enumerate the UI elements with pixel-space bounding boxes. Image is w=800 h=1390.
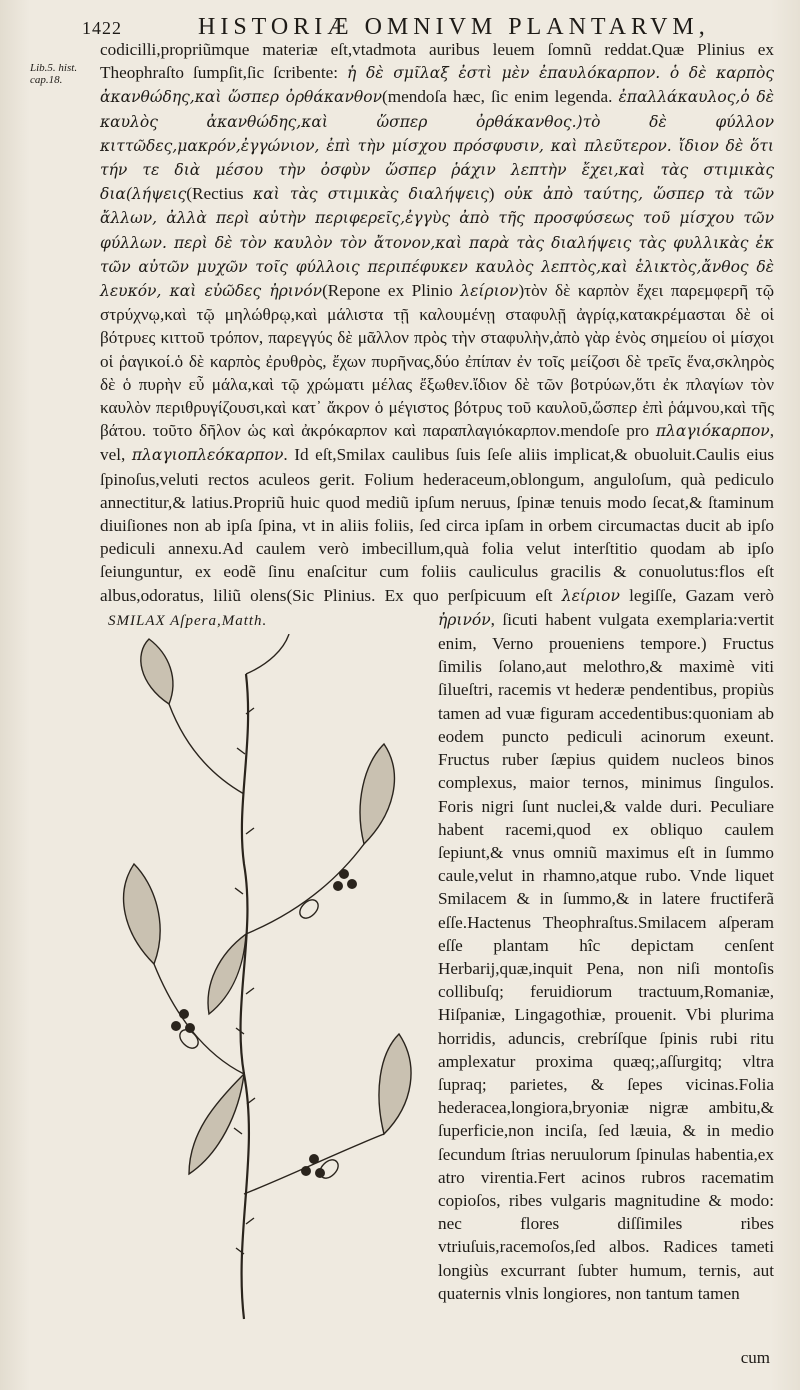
greek-text: ἐπαλλάκαυλος,ὁ δὲ καυλὸς ἀκανθώδης,καὶ ὥσπερ ὀρθάκανθος.)τὸ δὲ φύλλον κιττῶδες,μακρόν,ἐγγώνιον, ἐπὶ τὴν μίσχου πρόσφυσιν, καὶ πλεῦτερον. ἴδιον δὲ ὅτι τήν τε διὰ μέσου τὴν ὀσφὺν ὥσπερ ῥάχιν λεπτὴν ἔχει,καὶ τὰς στιμικὰς δια(λήψεις — [100, 88, 774, 204]
text-run: ) — [488, 184, 505, 204]
greek-text: ἠρινόν — [438, 610, 491, 629]
text-run: codicilli,propriũmque materiæ eſt,vtadmota auribus leuem ſomnũ reddat.Quæ Plinius ex Theophraſto ſumpſit,ſic ſcribente: — [100, 40, 774, 83]
figure-caption: SMILAX Aſpera,Matth. — [108, 612, 268, 629]
greek-text: καὶ τὰς στιμικὰς διαλήψεις — [253, 185, 489, 204]
margin-note-line: cap.18. — [30, 74, 63, 86]
text-run: (Rectius — [186, 184, 254, 204]
paragraph — [100, 38, 774, 1305]
running-title: HISTORIÆ OMNIVM PLANTARVM, — [198, 14, 710, 40]
greek-text: ἡ δὲ σμῖλαξ ἐστὶ μὲν ἐπαυλόκαρπον. ὁ δὲ καρπὸς ἀκανθώδης,καὶ ὥσπερ ὀρθάκανθον — [100, 64, 774, 107]
greek-text: λείριον — [561, 586, 620, 605]
body-text — [100, 38, 774, 1330]
margin-note-line: Lib.5. hist. — [30, 62, 78, 74]
smilax-plant-woodcut-icon — [94, 634, 424, 1324]
text-run: , vel, — [100, 421, 774, 465]
greek-text: λείριον — [460, 282, 519, 301]
text-run: , ſicuti habent vulgata exemplaria:vertit enim, Verno proueniens tempore.) Fructus ſimilis ſolano,aut melothro,& maximè viti ſilueſtri, racemis vt hederæ pendentibus, propiùs tamen ad vuæ figuram accedentibus:quoniam ab eodem puncto pediculi acinorum exeunt. Fructus ruber ſæpius quidem nucleos binos complexus, maior ternos, minimus ſingulos. Foris nigri ſunt nuclei,& valde duri. Peculiare habent racemi,quod ex obliquo caulem ſepiunt,& vnus omniũ maximus eſt in ſummo caule,velut in rhamno,atque rubo. Vnde liquet Smilacem & in ſummo,& in latere fructiferã eſſe.Hactenus Theophraſtus.Smilacem aſperam eſſe plantam hîc depictam cenſent Herbarij,quæ,inquit Pena, non niſi montoſis collibuſq; feruidiorum tractuum,Romaniæ, Hiſpaniæ, Lingagothiæ, prouenit. Vbi plurima horridis, aduncis, crebríſque ſpinis rubi ritu amplexatur proxima quæq;,aſſurgitq; vltra ſupraq; parietes, & ſepes vicinas.Folia hederacea,longiora,bryoniæ nigræ ambitu,& ſuperficie,non inciſa, ſed læuia, & in medio ſecundum ſtrias neruulorum ſpinulas habentia,ex atro virentia.Fert acinos rubros racematim copioſos, ribes vulgaris magnitudine & modo: nec flores diſſimiles ribes vtriuſuis,racemoſos,ſed albos. Radices tameti longiùs excurrant ſubter humum, ternis, aut quaternis vlnis longiores, non tantum tamen — [438, 609, 774, 1303]
page-number: 1422 — [82, 18, 122, 38]
text-run: )τὸν δὲ καρπὸν ἔχει παρεμφερῆ τῷ στρύχνῳ,καὶ τῷ μηλώθρῳ,καὶ μάλιστα τῇ καλουμένῃ σταφυλῇ ἀγρίᾳ,κατακρέμασται δὲ οἱ βότρυες κιττοῦ τρόπον, παρεγγύς δὲ μᾶλλον πρὸς τὴν σταφυλὴν,ἀπὸ γὰρ ἑνὸς σημείου οἱ μίσχοι οἱ ῥαγικοί.ὁ δὲ καρπὸς ἐρυθρὸς, ἔχων πυρῆνας,δύο ἐπίπαν ἐν τοῖς μείζοσι δὲ τρεῖς ἕνα,σκληρὸς δὲ ὁ πυρὴν εὖ μάλα,καὶ τῷ χρώματι μέλας ἔξωθεν.ἴδιον δὲ τῶν βοτρύων,ὅτι ἐκ πλαγίων τὸν καυλὸν περιθρυγίζουσι,καὶ κατ᾽ ἄκρον ὁ μέγιστος βότρυς τοῦ καυλοῦ,ὥσπερ ἐπὶ ῥάμνου,καὶ τῆς βάτου. τοῦτο δῆλον ὡς καὶ ἀκρόκαρπον καὶ παραπλαγιόκαρπον. — [100, 281, 775, 441]
text-run: legiſſe, Gazam verò — [619, 585, 774, 605]
text-run: (mendoſa hæc, ſic enim legenda. — [382, 87, 619, 107]
margin-note — [30, 62, 94, 86]
figure-block — [94, 610, 426, 1330]
text-run: mendoſe pro — [560, 421, 656, 441]
text-run: (Repone ex Plinio — [322, 281, 461, 301]
catchword: cum — [740, 1348, 770, 1367]
greek-text: οὐκ ἀπὸ ταύτης, ὥσπερ τὰ τῶν ἄλλων, ἀλλὰ περὶ αὐτὴν περιφερεῖς,ἐγγὺς ἀπὸ τῆς προσφύσεως τοῦ μίσχου τῶν φύλλων. περὶ δὲ τὸν καυλὸν τὸν ἄτονον,καὶ παρὰ τὰς διαλήψεις τὰς φυλλικὰς ἐκ τῶν αὐτῶν μυχῶν τοῖς φύλλοις περιπέφυκεν καυλὸς λεπτὸς,καὶ ἑλικτὸς,ἄνθος δὲ λευκόν, καὶ εὐῶδες ἠρινόν — [100, 185, 774, 301]
greek-text: πλαγιοπλεόκαρπον — [131, 446, 284, 465]
greek-text: πλαγιόκαρπον — [655, 422, 770, 441]
text-run: . Id eſt,Smilax caulibus ſuis ſeſe aliis implicat,& obuoluit.Caulis eius ſpinoſus,veluti rectos aculeos gerit. Folium hederaceum,oblongum, anguloſum, quà pediculo annectitur,& latius.Propriũ huic quod mediũ ipſum neruus, ſpinæ tenuis modo ſecat,& ſtaminum diuiſiones non ab ipſa ſpina, vt in aliis foliis, ſed circa ipſam in orbem circumactas ducit ab ipſo pediculi annexu.Ad caulem verò imbecillum,quà folia velut interſtitio quodam ab ipſo ſeiunguntur, ex eodẽ ſinu enaſcitur cum foliis cauliculus gracilis & conuolutus:flos eſt albus,odoratus, liliũ olens(Sic Plinius. Ex quo perſpicuum eſt — [100, 445, 775, 605]
